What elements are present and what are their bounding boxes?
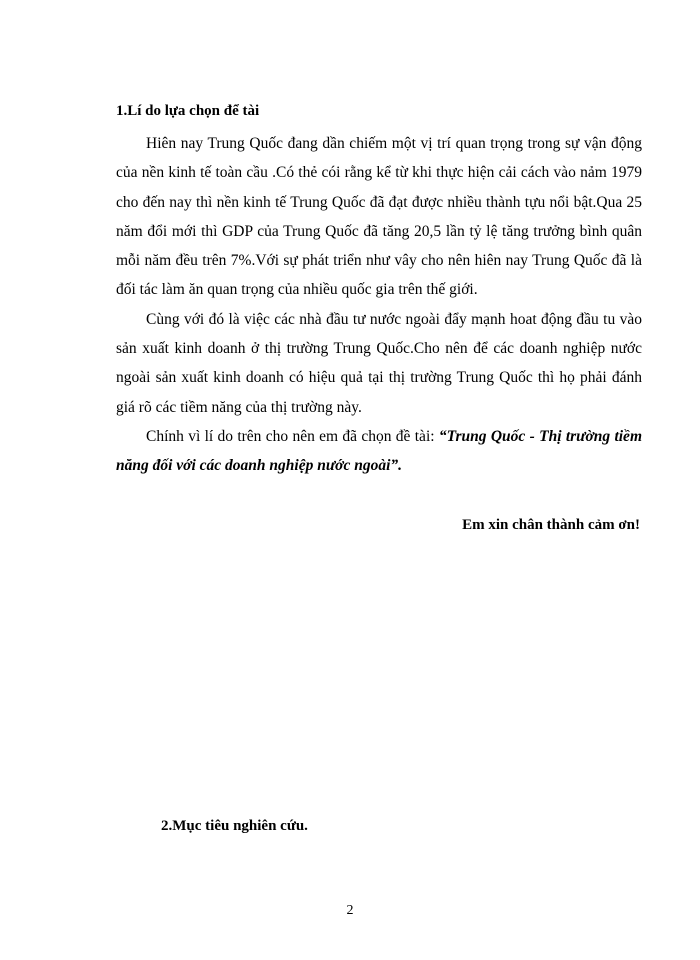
section1-heading: 1.Lí do lựa chọn để tài (116, 103, 260, 119)
section2-heading: 2.Mục tiêu nghiên cứu. (161, 818, 308, 834)
closing-period: . (398, 457, 403, 475)
paragraph-3 (116, 422, 642, 481)
closing-lead-text: Chính vì lí do trên cho nên em đã chọn đề tài: (146, 427, 439, 445)
paragraph-2: Cùng với đó là việc các nhà đầu tư nước ngoài đẩy mạnh hoat động đầu tu vào sản xuất kinh doanh ở thị trường Trung Quốc.Cho nên để các doanh nghiệp nước ngoài sản xuất kinh doanh có hiệu quả tại thị trường Trung Quốc thì họ phải đánh giá rõ các tiềm năng của thị trường này. (116, 310, 642, 416)
paragraph-1: Hiên nay Trung Quốc đang dần chiếm một vị trí quan trọng trong sự vận động của nền kinh tế toàn cầu .Có thẻ cói rằng kể từ khi thực hiện cải cách vào nảm 1979 cho đến nay thì nền kinh tế Trung Quốc đã đạt được nhiều thành tựu nổi bật.Qua 25 năm đổi mới thì GDP của Trung Quốc đã tăng 20,5 lần tỷ lệ tăng trưởng bình quân mỗi năm đều trên 7%.Với sự phát triển như vây cho nên hiên nay Trung Quốc đã là đối tác làm ăn quan trọng của nhiều quốc gia trên thế giới. (116, 135, 642, 299)
thesis-title: “Trung Quốc - Thị trường tiềm năng đối với các doanh nghiệp nước ngoài” (116, 427, 642, 475)
section1-body (116, 129, 642, 481)
thanks-note: Em xin chân thành cảm ơn! (462, 517, 640, 533)
page-number: 2 (346, 903, 354, 918)
